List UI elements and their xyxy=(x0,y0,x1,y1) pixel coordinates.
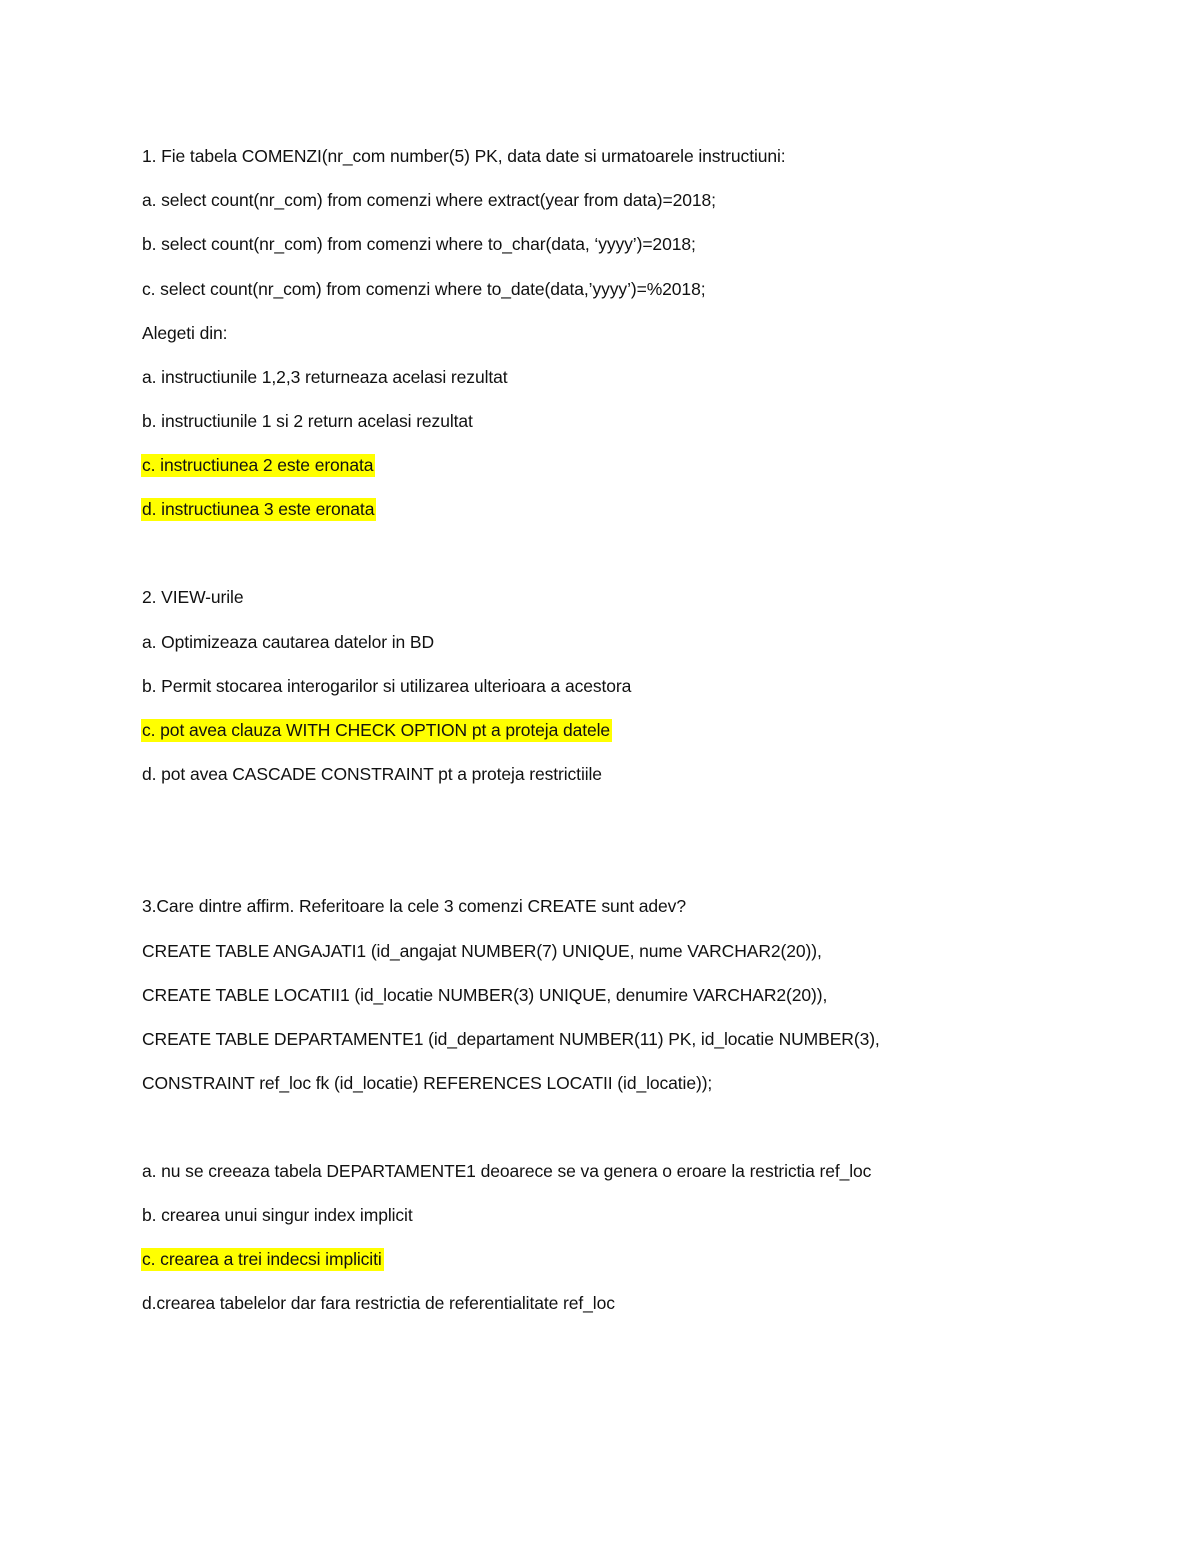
q3-code-line-1: CREATE TABLE ANGAJATI1 (id_angajat NUMBER(7) UNIQUE, nume VARCHAR2(20)), xyxy=(142,941,822,961)
q2-option-d: d. pot avea CASCADE CONSTRAINT pt a proteja restrictiile xyxy=(142,764,602,784)
question-2: 2. VIEW-urile xyxy=(142,587,244,607)
q1-option-d-highlighted xyxy=(142,497,376,521)
question-3: 3.Care dintre affirm. Referitoare la cele 3 comenzi CREATE sunt adev? xyxy=(142,896,686,916)
q3-option-d: d.crearea tabelelor dar fara restrictia de referentialitate ref_loc xyxy=(142,1293,615,1313)
q2-option-a: a. Optimizeaza cautarea datelor in BD xyxy=(142,632,435,652)
q1-prompt: Alegeti din: xyxy=(142,323,228,343)
q3-code-line-4: CONSTRAINT ref_loc fk (id_locatie) REFERENCES LOCATII (id_locatie)); xyxy=(142,1073,713,1093)
q2-option-b: b. Permit stocarea interogarilor si utilizarea ulterioara a acestora xyxy=(142,676,632,696)
question-1: 1. Fie tabela COMENZI(nr_com number(5) PK, data date si urmatoarele instructiuni: xyxy=(142,146,786,166)
highlighted-answer: d. instructiunea 3 este eronata xyxy=(142,499,375,519)
q1-option-b: b. instructiunile 1 si 2 return acelasi rezultat xyxy=(142,411,473,431)
highlighted-answer: c. instructiunea 2 este eronata xyxy=(142,455,374,475)
q1-statement-b: b. select count(nr_com) from comenzi where to_char(data, ‘yyyy’)=2018; xyxy=(142,234,696,254)
q1-statement-c: c. select count(nr_com) from comenzi where to_date(data,’yyyy’)=%2018; xyxy=(142,279,706,299)
q3-option-c-highlighted xyxy=(142,1247,384,1271)
highlighted-answer: c. crearea a trei indecsi impliciti xyxy=(142,1249,382,1269)
q1-option-a: a. instructiunile 1,2,3 returneaza acelasi rezultat xyxy=(142,367,508,387)
q3-option-a: a. nu se creeaza tabela DEPARTAMENTE1 deoarece se va genera o eroare la restrictia ref_loc xyxy=(142,1161,872,1181)
highlighted-answer: c. pot avea clauza WITH CHECK OPTION pt a proteja datele xyxy=(142,720,611,740)
q3-option-b: b. crearea unui singur index implicit xyxy=(142,1205,413,1225)
q1-option-c-highlighted xyxy=(142,453,375,477)
q3-code-line-3: CREATE TABLE DEPARTAMENTE1 (id_departament NUMBER(11) PK, id_locatie NUMBER(3), xyxy=(142,1029,880,1049)
q2-option-c-highlighted xyxy=(142,718,612,742)
q3-code-line-2: CREATE TABLE LOCATII1 (id_locatie NUMBER(3) UNIQUE, denumire VARCHAR2(20)), xyxy=(142,985,828,1005)
q1-statement-a: a. select count(nr_com) from comenzi where extract(year from data)=2018; xyxy=(142,190,716,210)
